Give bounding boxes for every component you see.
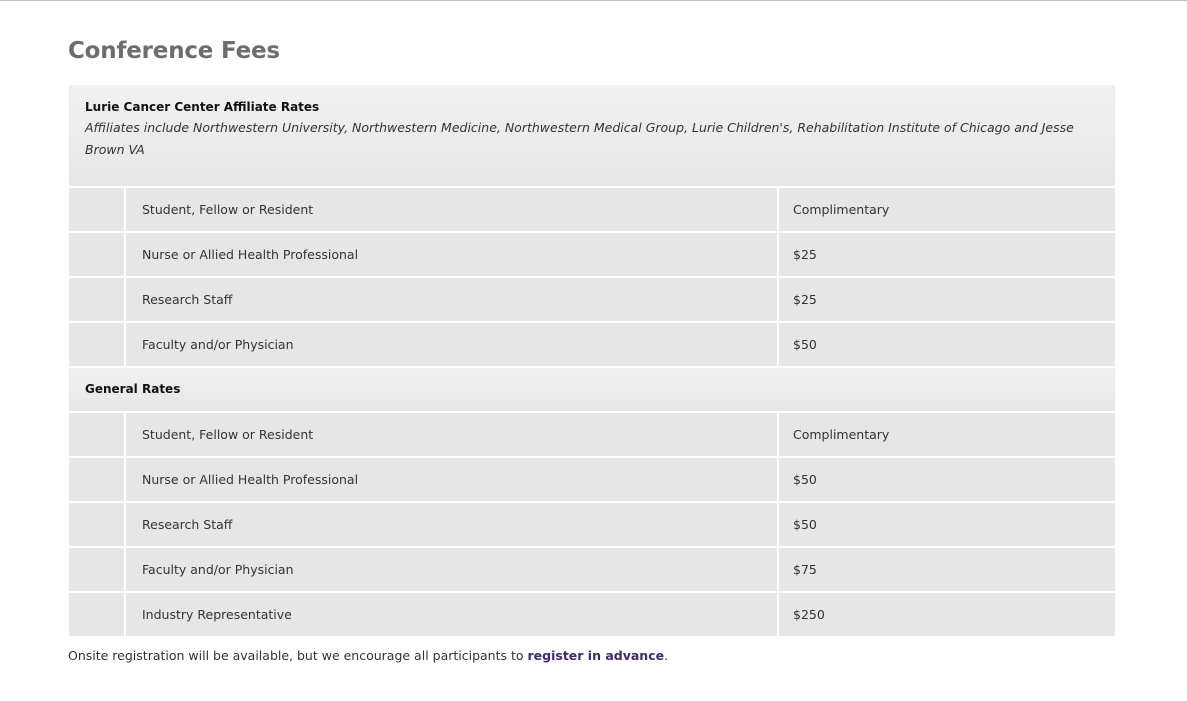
affiliate-rates-note: Affiliates include Northwestern University, Northwestern Medicine, Northwestern Medical Group, Lurie Children's, Rehabilitation Institute of Chicago and Jesse Brown VA bbox=[85, 120, 1074, 157]
table-row bbox=[69, 322, 1115, 367]
row-spacer-cell bbox=[69, 502, 125, 547]
fee-category: Nurse or Allied Health Professional bbox=[125, 457, 778, 502]
general-rates-header bbox=[69, 367, 1115, 412]
fee-amount: $50 bbox=[778, 457, 1115, 502]
registration-note-end: . bbox=[664, 648, 669, 663]
fee-category: Faculty and/or Physician bbox=[125, 547, 778, 592]
fee-amount: Complimentary bbox=[778, 412, 1115, 457]
top-divider bbox=[0, 0, 1187, 1]
fee-category: Research Staff bbox=[125, 277, 778, 322]
fee-category: Student, Fellow or Resident bbox=[125, 412, 778, 457]
row-spacer-cell bbox=[69, 322, 125, 367]
fee-amount: $75 bbox=[778, 547, 1115, 592]
register-in-advance-link[interactable]: register in advance bbox=[527, 648, 665, 663]
page-title: Conference Fees bbox=[68, 38, 280, 64]
row-spacer-cell bbox=[69, 592, 125, 636]
fee-amount: $50 bbox=[778, 502, 1115, 547]
table-row bbox=[69, 457, 1115, 502]
fee-category: Nurse or Allied Health Professional bbox=[125, 232, 778, 277]
fee-amount: $25 bbox=[778, 277, 1115, 322]
table-row bbox=[69, 502, 1115, 547]
general-rates-title: General Rates bbox=[85, 382, 181, 396]
fee-category: Research Staff bbox=[125, 502, 778, 547]
affiliate-rates-header-cell bbox=[69, 85, 1115, 187]
table-row bbox=[69, 232, 1115, 277]
registration-note-text: Onsite registration will be available, but we encourage all participants to bbox=[68, 648, 528, 663]
row-spacer-cell bbox=[69, 232, 125, 277]
table-row bbox=[69, 592, 1115, 636]
general-rates-header-cell bbox=[69, 367, 1115, 412]
fee-category: Student, Fellow or Resident bbox=[125, 187, 778, 232]
table-row bbox=[69, 547, 1115, 592]
fees-table bbox=[69, 85, 1115, 636]
table-row bbox=[69, 187, 1115, 232]
affiliate-rates-title: Lurie Cancer Center Affiliate Rates bbox=[85, 100, 320, 114]
row-spacer-cell bbox=[69, 412, 125, 457]
row-spacer-cell bbox=[69, 547, 125, 592]
fee-amount: $50 bbox=[778, 322, 1115, 367]
fee-category: Faculty and/or Physician bbox=[125, 322, 778, 367]
registration-note bbox=[68, 648, 668, 663]
row-spacer-cell bbox=[69, 277, 125, 322]
fee-amount: Complimentary bbox=[778, 187, 1115, 232]
fee-amount: $250 bbox=[778, 592, 1115, 636]
fee-amount: $25 bbox=[778, 232, 1115, 277]
fee-category: Industry Representative bbox=[125, 592, 778, 636]
table-row bbox=[69, 277, 1115, 322]
row-spacer-cell bbox=[69, 457, 125, 502]
table-row bbox=[69, 412, 1115, 457]
affiliate-rates-header bbox=[69, 85, 1115, 187]
row-spacer-cell bbox=[69, 187, 125, 232]
